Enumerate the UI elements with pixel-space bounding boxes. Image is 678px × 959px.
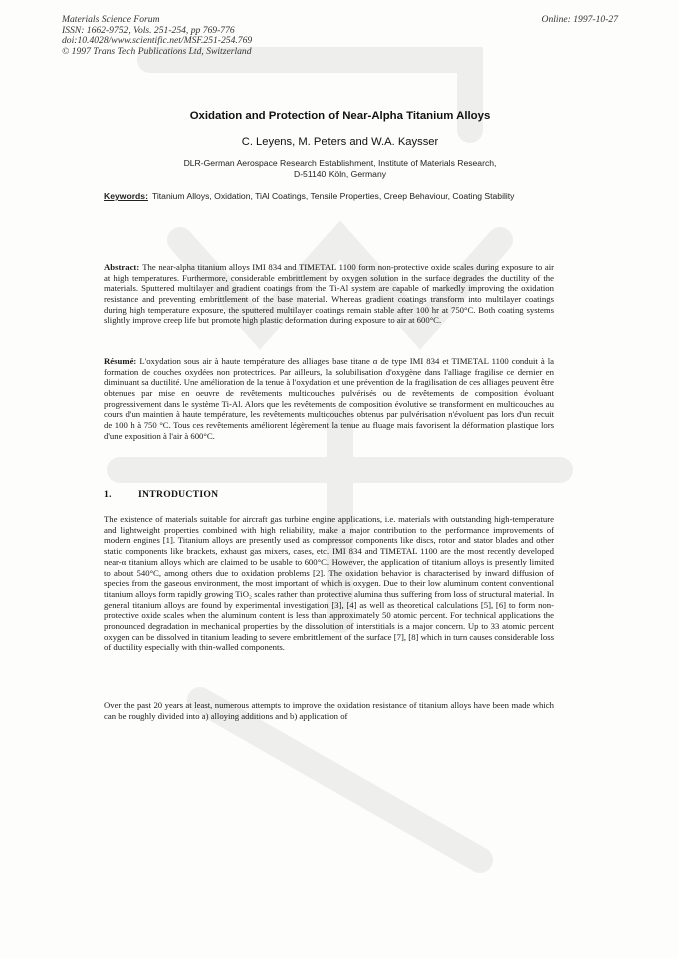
- intro-paragraph-2: Over the past 20 years at least, numerous attempts to improve the oxidation resistance of titanium alloys have been made which can be roughly divided into a) alloying additions and b) application of: [104, 700, 554, 721]
- resume-text: L'oxydation sous air à haute température des alliages base titane α de type IMI 834 et TIMETAL 1100 conduit à la formation de couches oxydées non protectrices. Par ailleurs, la solubilisation d'oxygène dans l'alliage fragilise ce dernier en diminuant sa ductilité. Une amélioration de la tenue à l'oxydation et une prévention de la fragilisation de ces alliages peuvent être obtenues par mise en oeuvre de revêtements multicouches pulvérisés ou de revêtements de composition évoluant progressivement dans le système Ti-Al. Alors que les revêtements de composition évolutive se transforment en multicouches au cours d'un maintien à haute température, les revêtements multicouches obtenus par pulvérisation n'évoluent pas lors d'un recuit de 100 h à 750 °C. Tous ces revêtements améliorent légèrement la tenue au fluage mais favorisent la déformation plastique lors d'une exposition à l'air à 600°C.: [104, 356, 554, 441]
- intro-paragraph-1: The existence of materials suitable for aircraft gas turbine engine applications, i.e. materials with outstanding high-temperature and lightweight properties combined with high reliability, make a major contribution to the performance improvements of modern engines [1]. Titanium alloys are presently used as compressor components like discs, rotor and stator blades and other static components like brackets, exhaust gas mixers, cases, etc. IMI 834 and TIMETAL 1100 are the most recently developed near-α titanium alloys which are claimed to be usable to 600°C. However, the application of titanium alloys is presently limited to about 540°C, among others due to oxidation problems [2]. The oxidation behavior is characterised by inward diffusion of species from the gaseous environment, the most important of which is oxygen. Due to their low aluminum content conventional titanium alloys form rapidly growing TiO₂ scales rather than protective alumina thus suffering from loss of structural material. In general titanium alloys are found by experimental investigation [3], [4] as well as theoretical calculations [5], [6] to form non-protective oxide scales when the aluminum content is less than approximately 50 atomic percent. For technical applications the pronounced degradation in mechanical properties by the dissolution of interstitials is a major concern. Up to 33 atomic percent oxygen can be dissolved in titanium leading to severe embrittlement of the surface [7], [8] which in turn causes considerable loss of ductility especially with thin-walled components.: [104, 514, 554, 653]
- section-number: 1.: [104, 489, 112, 500]
- abstract-block: [104, 262, 554, 326]
- affiliation: [62, 158, 618, 180]
- abstract-text: The near-alpha titanium alloys IMI 834 and TIMETAL 1100 form non-protective oxide scales during exposure to air at high temperatures. Furthermore, considerable embrittlement by oxygen solution in the surface degrades the ductility of the materials. Sputtered multilayer and gradient coatings from the Ti-Al system are capable of markedly improving the oxidation resistance and preventing embrittlement of the base material. Whereas gradient coatings transform into multilayer coatings during high temperature exposure, the sputtered multilayer coatings remain stable after 100 hr at 750°C. Both coating systems slightly improve creep life but promote high plastic deformation during exposure to air at 600°C.: [104, 262, 554, 326]
- online-date: Online: 1997-10-27: [541, 14, 618, 25]
- resume-block: [104, 356, 554, 441]
- paper-authors: C. Leyens, M. Peters and W.A. Kaysser: [241, 136, 439, 148]
- keywords-label: Keywords:: [104, 191, 148, 201]
- section-title: INTRODUCTION: [138, 489, 219, 500]
- doi-line[interactable]: doi:10.4028/www.scientific.net/MSF.251-254.769: [62, 35, 253, 47]
- copyright-line: © 1997 Trans Tech Publications Ltd, Switzerland: [62, 45, 252, 57]
- paper-title: Oxidation and Protection of Near-Alpha Titanium Alloys: [189, 110, 491, 122]
- section-heading-introduction: [104, 489, 218, 500]
- abstract-label: Abstract:: [104, 262, 140, 272]
- keywords-block: [104, 191, 554, 202]
- affiliation-line-2: D-51140 Köln, Germany: [293, 169, 387, 179]
- keywords-text: Titanium Alloys, Oxidation, TiAl Coatings, Tensile Properties, Creep Behaviour, Coating Stability: [151, 191, 515, 201]
- issn-line: ISSN: 1662-9752, Vols. 251-254, pp 769-776: [62, 24, 235, 36]
- journal-header: [62, 15, 618, 57]
- resume-label: Résumé:: [104, 356, 137, 366]
- journal-name: Materials Science Forum: [62, 14, 160, 25]
- affiliation-line-1: DLR-German Aerospace Research Establishment, Institute of Materials Research,: [183, 158, 497, 168]
